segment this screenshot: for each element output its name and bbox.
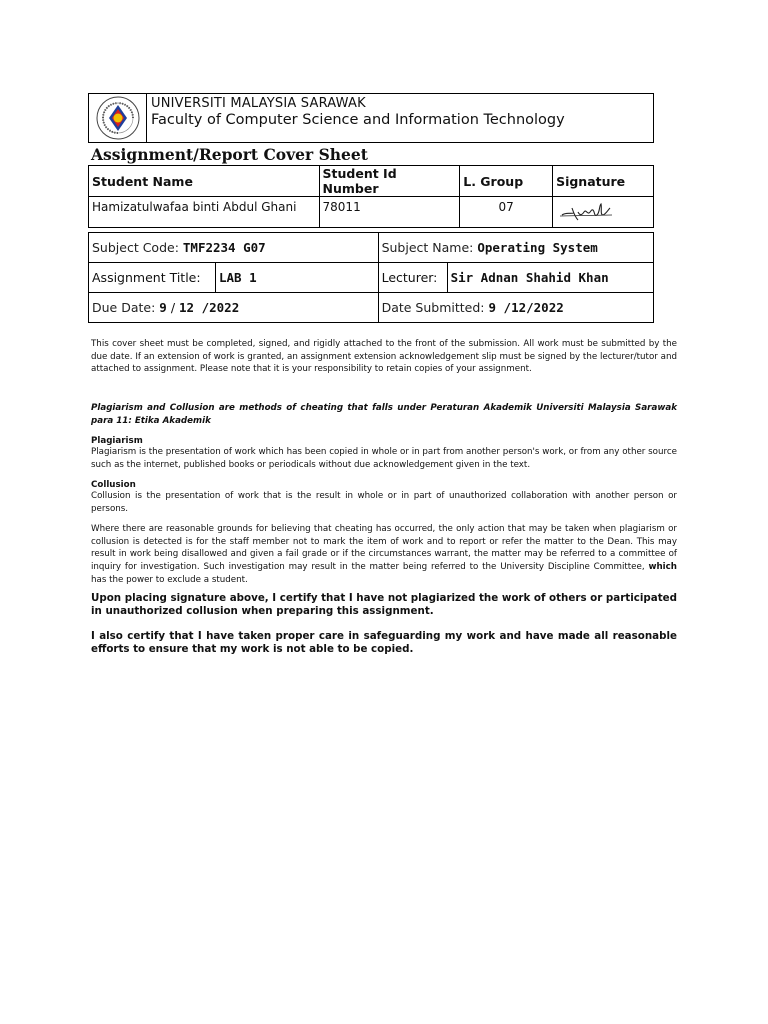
l-group-value: 07 [460,197,553,228]
date-submitted-cell [378,293,653,323]
due-date-label: Due Date: [92,300,156,315]
grounds-text: Where there are reasonable grounds for believing that cheating has occurred, the only action that may be taken when plagiarism or collusion is detected is for the staff member not to mark the item of work and to report or refer the matter to the Dean. This may result in work being disallowed and given a fail grade or if the circumstances warrant, the matter may be referred to a committee of inquiry for investigation. Such investigation may result in the matter being referred to the University Discipline Committee, [91,524,677,573]
lecturer-value-cell [447,263,653,293]
signature-icon [556,200,616,224]
due-date-day: 9 [159,300,167,315]
faculty-name: Faculty of Computer Science and Information Technology [151,112,565,128]
student-table [88,165,654,228]
subject-name-cell [378,233,653,263]
table-row [89,263,654,293]
due-date-separator: / [170,300,176,315]
certification-statement-2: I also certify that I have taken proper care in safeguarding my work and have made all reasonable efforts to ensure that my work is not able to be copied. [91,630,677,655]
table-row [89,293,654,323]
table-row [89,197,654,228]
column-header-student-id: Student Id Number [319,166,460,197]
grounds-tail: has the power to exclude a student. [91,574,248,585]
unimas-seal-icon [95,95,141,141]
warning-paragraph: Plagiarism and Collusion are methods of cheating that falls under Peraturan Akademik Universiti Malaysia Sarawak para 11: Etika Akademik [91,403,677,426]
collusion-heading: Collusion [91,480,136,490]
grounds-bold-word: which [648,562,677,573]
subject-code-cell [89,233,379,263]
university-logo [89,94,147,142]
lecturer-value: Sir Adnan Shahid Khan [450,270,609,285]
plagiarism-heading: Plagiarism [91,436,143,446]
column-header-student-name: Student Name [89,166,320,197]
university-name: UNIVERSITI MALAYSIA SARAWAK [151,96,366,111]
collusion-paragraph: Collusion is the presentation of work that is the result in whole or in part of unauthorized collaboration with another person or persons. [91,491,677,514]
due-date-cell [89,293,379,323]
column-header-signature: Signature [553,166,654,197]
subject-code-value: TMF2234 G07 [182,240,266,255]
intro-paragraph: This cover sheet must be completed, signed, and rigidly attached to the front of the submission. All work must be submitted by the due date. If an extension of work is granted, an assignment extension acknowledgement slip must be signed by the lecturer/tutor and attached to assignment. Please note that it is your responsibility to retain copies of your assignment. [91,339,677,375]
plagiarism-paragraph: Plagiarism is the presentation of work which has been copied in whole or in part from another person's work, or from any other source such as the internet, published books or periodicals without due acknowledgement given in the text. [91,447,677,470]
university-header [88,93,654,143]
student-id-value: 78011 [319,197,460,228]
signature-cell [553,197,654,228]
date-submitted-value: 9 /12/2022 [488,300,564,315]
assignment-title-label: Assignment Title: [89,263,216,293]
subject-name-value: Operating System [477,240,598,255]
due-date-rest: 12 /2022 [179,300,240,315]
subject-details-table [88,232,654,323]
certification-statement-1: Upon placing signature above, I certify that I have not plagiarized the work of others or participated in unauthorized collusion when preparing this assignment. [91,592,677,617]
date-submitted-label: Date Submitted: [381,300,485,315]
assignment-title-value-cell [216,263,379,293]
student-table-header [89,166,654,197]
student-name-value: Hamizatulwafaa binti Abdul Ghani [89,197,320,228]
assignment-title-value: LAB 1 [219,270,257,285]
column-header-l-group: L. Group [460,166,553,197]
grounds-paragraph [91,523,677,587]
page-title: Assignment/Report Cover Sheet [91,145,368,164]
subject-code-label: Subject Code: [92,240,179,255]
table-row [89,233,654,263]
subject-name-label: Subject Name: [381,240,474,255]
lecturer-label: Lecturer: [378,263,447,293]
